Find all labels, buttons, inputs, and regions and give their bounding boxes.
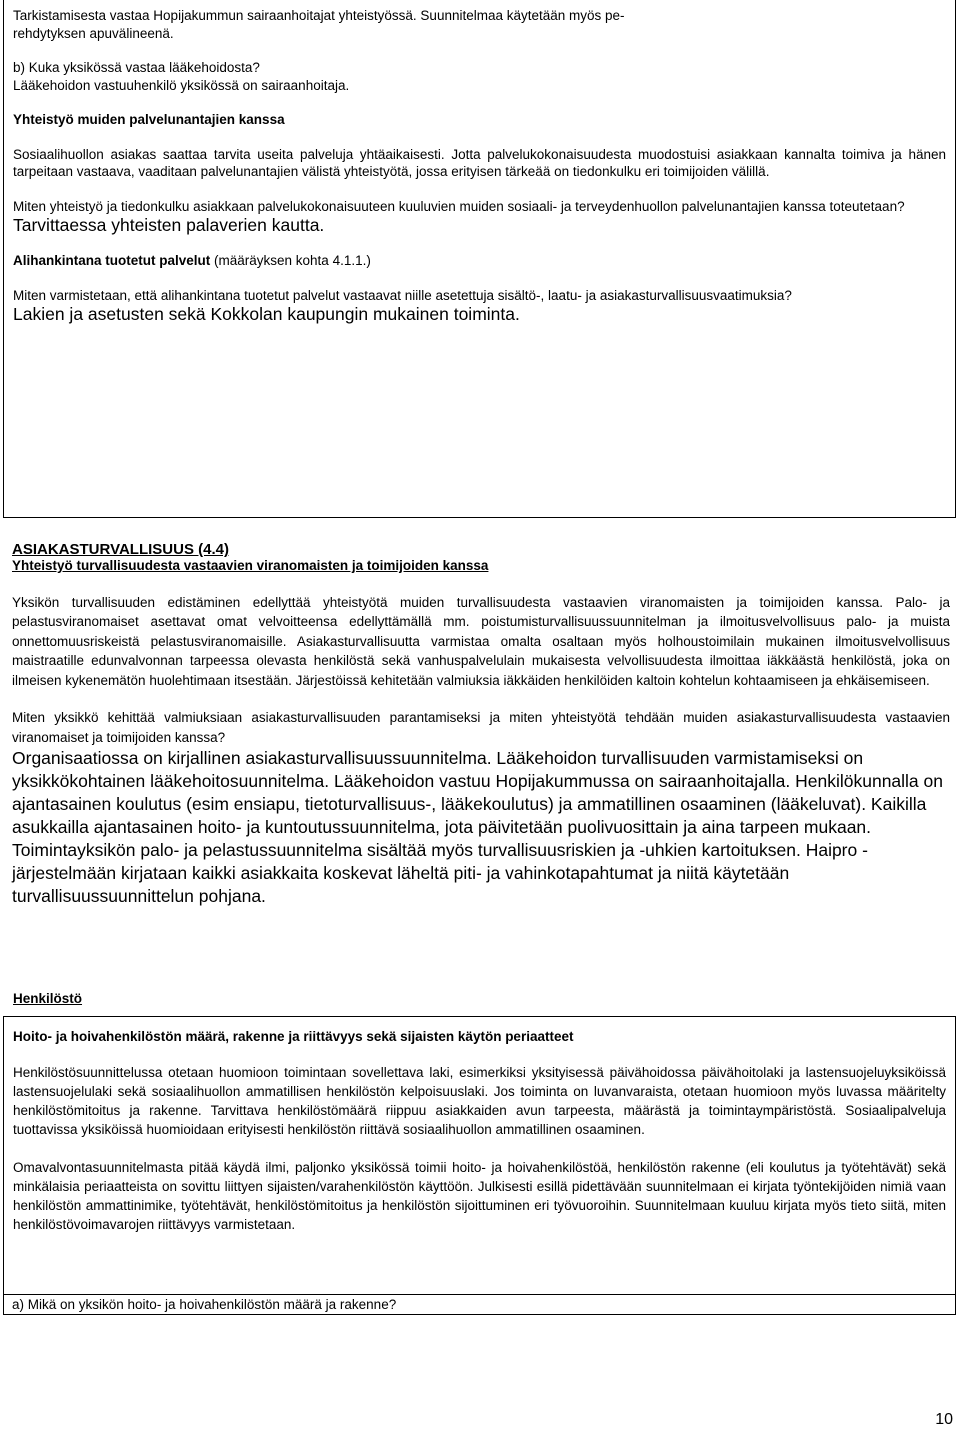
staff-question-a: a) Mikä on yksikön hoito- ja hoivahenkilöstön määrä ja rakenne? xyxy=(12,1297,397,1312)
section-title: ASIAKASTURVALLISUUS (4.4) xyxy=(12,541,229,558)
staff-section-box xyxy=(3,991,956,1315)
heading-cooperation: Yhteistyö muiden palvelunantajien kanssa xyxy=(13,112,285,127)
cooperation-question: Miten yhteistyö ja tiedonkulku asiakkaan palvelukokonaisuuteen kuuluvien muiden sosiaali- ja terveydenhuollon palvelunantajien kanssa toteutetaan? xyxy=(13,198,905,214)
divider-line xyxy=(3,1294,956,1295)
staff-heading: Henkilöstö xyxy=(13,991,83,1006)
staff-subheading: Hoito- ja hoivahenkilöstön määrä, rakenne ja riittävyys sekä sijaisten käytön periaatteet xyxy=(13,1028,574,1044)
staff-paragraph-1: Henkilöstösuunnittelussa otetaan huomioon toimintaan sovellettava laki, esimerkiksi yksityisessä päivähoidossa päivähoitolaki ja lastensuojeluyksiköissä lastensuojelulaki sekä sosiaalihuollon ammatillisen henkilöstön kelpoisuuslaki. Jos toiminta on luvanvaraista, otetaan huomioon myös luvassa määritelty henkilöstömitoitus ja rakenne. Tarvittava henkilöstömäärä riippuu asiakkaiden avun tarpeesta, määrästä ja toimintaympäristöstä. Sosiaalipalveluja tuottavissa yksiköissä huomioidaan erityisesti henkilöstön riittävä sosiaalihuollon ammatillinen osaaminen. xyxy=(13,1065,946,1137)
subcontracting-question: Miten varmistetaan, että alihankintana tuotetut palvelut vastaavat niille asetettuja sisältö-, laatu- ja asiakasturvallisuusvaatimuksia? xyxy=(13,287,792,303)
cooperation-answer: Tarvittaessa yhteisten palaverien kautta. xyxy=(13,215,325,235)
safety-question: Miten yksikkö kehittää valmiuksiaan asiakasturvallisuuden parantamiseksi ja miten yhteistyötä tehdään muiden asiakasturvallisuudesta vastaavien viranomaiset ja toimijoiden kanssa? xyxy=(12,710,950,745)
safety-answer-2: Toimintayksikön palo- ja pelastussuunnitelma sisältää myös turvallisuusriskien ja -uhkien kartoituksen. Haipro -järjestelmään kirjataan kaikki asiakkaita koskevat läheltä piti- ja vahinkotapahtumat ja niitä käytetään turvallisuussuunnittelun pohjana. xyxy=(12,840,868,906)
customer-safety-section xyxy=(12,540,950,908)
heading-subcontracting-ref: (määräyksen kohta 4.1.1.) xyxy=(210,253,371,268)
intro-line-1: Tarkistamisesta vastaa Hopijakummun sairaanhoitajat yhteistyössä. Suunnitelmaa käytetään myös pe- xyxy=(13,8,625,23)
safety-paragraph: Yksikön turvallisuuden edistäminen edellyttää yhteistyötä muiden turvallisuudesta vastaavien viranomaisten ja toimijoiden kanssa. Palo- ja pelastusviranomaiset asettavat omat velvoitteensa edellyttämällä mm. poistumisturvallisuussuunnitelman ja ilmoitusvelvollisuus palo- ja muista onnettomuusriskeistä pelastusviranomaisille. Asiakasturvallisuutta varmistaa omalta osaltaan myös holhoustoimilain mukainen ilmoitusvelvollisuus maistraatille edunvalvonnan tarpeessa olevasta henkilöstä sekä vanhuspalvelulain mukaisesta velvollisuudesta ilmoittaa iäkkäästä henkilöstä, joka on ilmeisen kykenemätön huolehtimaan itsestään. Järjestöissä kehitetään valmiuksia iäkkäiden henkilöiden kaltoin kohtelun kohtaamiseen ja ehkäisemiseen. xyxy=(12,594,950,688)
heading-subcontracting-bold: Alihankintana tuotetut palvelut xyxy=(13,253,211,268)
heading-subcontracting xyxy=(13,252,946,270)
section-subtitle: Yhteistyö turvallisuudesta vastaavien viranomaisten ja toimijoiden kanssa xyxy=(12,558,489,573)
intro-line-2: rehdytyksen apuvälineenä. xyxy=(13,25,174,41)
answer-b: Lääkehoidon vastuuhenkilö yksikössä on sairaanhoitaja. xyxy=(13,77,350,93)
safety-answer-1: Organisaatiossa on kirjallinen asiakasturvallisuussuunnitelma. Lääkehoidon turvallisuuden varmistamiseksi on yksikkökohtainen lääkehoitosuunnitelma. Lääkehoidon vastuu Hopijakummussa on sairaanhoitajalla. Henkilökunnalla on ajantasainen koulutus (esim ensiapu, tietoturvallisuus-, lääkekoulutus) ja ammatillinen osaaminen (lääkeluvat). Kaikilla asukkailla ajantasainen hoito- ja kuntoutussuunnitelma, jota päivitetään puolivuosittain ja aina tarpeen mukaan. xyxy=(12,748,943,837)
top-section-box xyxy=(3,0,956,518)
page-number: 10 xyxy=(935,1411,953,1428)
cooperation-paragraph: Sosiaalihuollon asiakas saattaa tarvita useita palveluja yhtäaikaisesti. Jotta palvelukokonaisuudesta muodostuisi asiakkaan kannalta toimiva ja hänen tarpeitaan vastaava, vaaditaan palvelunantajien välistä yhteistyötä, jossa erityisen tärkeää on tiedonkulku eri toimijoiden välillä. xyxy=(13,146,946,179)
staff-paragraph-2: Omavalvontasuunnitelmasta pitää käydä ilmi, paljonko yksikössä toimii hoito- ja hoivahenkilöstöä, henkilöstön rakenne (eli koulutus ja työtehtävät) sekä minkälaisia periaatteista on sovittu liittyen sijaisten/varahenkilöstön käyttöön. Julkisesti esillä pidettävään suunnitelmaan ei kirjata työntekijöiden nimiä vaan henkilöstön ammattinimike, työtehtävät, henkilöstömitoitus ja henkilöstön sijoittuminen eri työvuoroihin. Suunnitelmaan kuuluu kirjata myös tieto siitä, miten henkilöstövoimavarojen riittävyys varmistetaan. xyxy=(13,1160,946,1232)
subcontracting-answer: Lakien ja asetusten sekä Kokkolan kaupungin mukainen toiminta. xyxy=(13,304,520,324)
question-b: b) Kuka yksikössä vastaa lääkehoidosta? xyxy=(13,60,260,75)
